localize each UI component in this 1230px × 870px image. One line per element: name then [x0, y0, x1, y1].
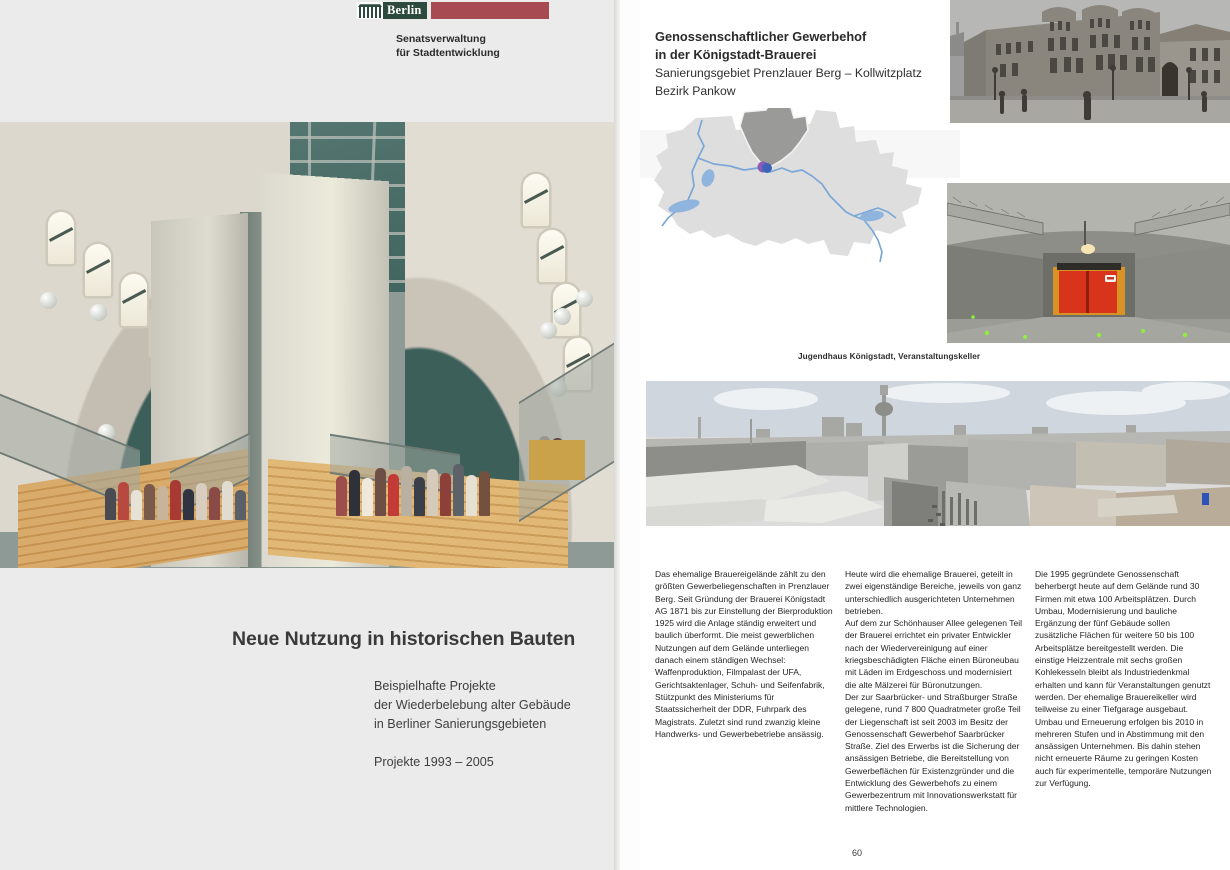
yellow-wall-panel	[529, 440, 585, 480]
subtitle-line-3: in Berliner Sanierungsgebieten	[374, 717, 547, 732]
authority-line-2: für Stadtentwicklung	[396, 47, 500, 60]
page-gutter	[614, 0, 620, 870]
authority-name	[396, 32, 587, 61]
body-paragraph: Auf dem zur Schönhauser Allee gelegenen Teil der Brauerei errichtet ein privater Entwickler nach der Wiedervereinigung auf einer kriegsbeschädigten Fläche einen Büroneubau mit Läden im Erdgeschoss und modernisiert die alte Mälzerei für Büronutzungen.	[845, 618, 1023, 690]
project-title-line-1: Genossenschaftlicher Gewerbehof	[655, 29, 867, 44]
body-paragraph: Der zur Saarbrücker- und Straßburger Straße gelegene, rund 7 800 Quadratmeter große Teil der Liegenschaft ist seit 2003 im Besitz der Genossenschaft Gewerbehof Saarbrücker Straße. Ziel des Erwerbs ist die Sicherung der ansässigen Betriebe, die Bereitstellung von Gewerbeflächen für Existenzgründer und die Entwicklung des Gewerbehofs zu einem Gewerbezentrum mit Innovationswerkstatt für mittlere Technologien.	[845, 691, 1021, 813]
project-heading	[655, 28, 965, 100]
globe-lamp	[576, 290, 593, 307]
page-number: 60	[852, 848, 863, 858]
arched-window	[539, 230, 565, 282]
brandenburg-gate-icon	[357, 2, 383, 19]
arched-window	[85, 244, 111, 296]
project-title	[655, 28, 965, 63]
page-subtitle	[374, 677, 612, 734]
authority-line-1: Senatsverwaltung	[396, 33, 486, 45]
berlin-district-locator-map	[640, 108, 960, 288]
group-of-people-left	[105, 470, 246, 520]
left-page-title-block	[232, 628, 612, 769]
subtitle-line-2: der Wiederbelebung alter Gebäude	[374, 698, 571, 713]
body-paragraph: Die 1995 gegründete Genossenschaft beherbergt heute auf dem Gelände rund 30 Firmen mit etwa 100 Arbeitsplätzen. Durch Umbau, Modernisierung und bauliche Ergänzung der fünf Gebäude sollen zusätzliche Flächen für weitere 50 bis 100 Arbeitsplätze bereitgestellt werden. Die einstige Heizzentrale mit sechs großen Kohlekesseln bleibt als Industriedenkmal erhalten und kann für Veranstaltungen genutzt werden. Der ehemalige Brauereikeller wird teilweise zu einer Tiefgarage ausgebaut. Umbau und Erneuerung erfolgen bis 2010 in mehreren Stufen und in Abstimmung mit den ansässigen Unternehmen. Bis dahin stehen nicht erneuerte Räume zu geringen Kosten auch für experimentelle, temporäre Nutzungen zur Verfügung.	[1035, 569, 1212, 789]
body-column-2	[845, 568, 1023, 814]
photo-caption-cellar: Jugendhaus Königstadt, Veranstaltungskeller	[798, 352, 981, 361]
body-column-1	[655, 568, 833, 814]
photo-historic-brewery	[950, 0, 1230, 123]
globe-lamp	[540, 322, 557, 339]
project-area: Sanierungsgebiet Prenzlauer Berg – Kollwitzplatz	[655, 66, 922, 81]
subtitle-line-1: Beispielhafte Projekte	[374, 679, 496, 693]
project-subtitle	[655, 65, 965, 100]
berlin-senate-logo	[357, 2, 587, 61]
body-text-columns	[655, 568, 1215, 814]
location-marker	[762, 163, 772, 173]
logo-accent-bar	[431, 2, 549, 19]
globe-lamp	[90, 304, 107, 321]
group-of-people-right	[336, 454, 490, 516]
logo-row	[357, 2, 587, 19]
arched-window	[523, 174, 549, 226]
globe-lamp	[40, 292, 57, 309]
photo-aerial-panorama	[646, 381, 1230, 526]
map-graphic	[640, 108, 960, 288]
right-page	[640, 0, 1230, 870]
project-years: Projekte 1993 – 2005	[374, 755, 494, 770]
arched-window	[48, 212, 74, 264]
project-district: Bezirk Pankow	[655, 83, 736, 98]
body-paragraph: Das ehemalige Brauereigelände zählt zu den größten Gewerbeliegenschaften in Prenzlauer Berg. Seit Gründung der Brauerei Königstadt AG 1871 bis zur Einstellung der Bierproduktion 1925 wird die Anlage ständig erweitert und baulich überformt. Die meist gewerblichen Nutzungen auf dem Gelände unterliegen danach einem ständigen Wechsel: Waffenproduktion, Filmpalast der UFA, Gerichtsaktenlager, Schuh- und Seifenfabrik, Stützpunkt des Ministeriums für Staatssicherheit der DDR, Fuhrpark des Magistrats. Zuletzt sind rund zwanzig kleine Handwerks- und Gewerbebetriebe ansässig.	[655, 569, 833, 739]
page-title: Neue Nutzung in historischen Bauten	[232, 628, 576, 650]
project-title-line-2: in der Königstadt-Brauerei	[655, 46, 817, 62]
photo-event-cellar	[947, 183, 1230, 343]
photo-interior-staircase	[0, 122, 615, 568]
body-column-3	[1035, 568, 1213, 814]
body-paragraph: Heute wird die ehemalige Brauerei, geteilt in zwei eigenständige Bereiche, jeweils von ganz unterschiedlich ausgerichteten Unternehmen betrieben.	[845, 569, 1022, 616]
globe-lamp	[554, 308, 571, 325]
berlin-wordmark: Berlin	[383, 2, 427, 19]
arched-window	[121, 274, 147, 326]
